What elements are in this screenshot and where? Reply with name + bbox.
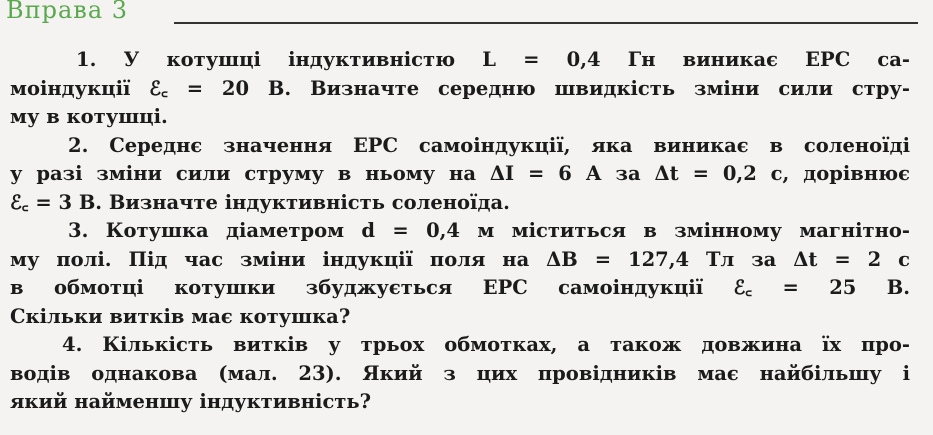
problem-2-line-1: 2. Середнє значення ЕРС самоіндукції, яка виникає в соленоїді: [68, 133, 910, 157]
problem-4-line-2: водів однакова (мал. 23). Який з цих провідників має найбільшу і: [10, 361, 910, 385]
problem-2-line-2: у разі зміни сили струму в ньому на ΔI = 6 А за Δt = 0,2 с, дорівнює: [10, 162, 910, 185]
exercise-text: [10, 46, 910, 417]
problem-3-line-2: му полі. Під час зміни індукції поля на ΔB = 127,4 Тл за Δt = 2 с: [10, 247, 910, 271]
problem-4-line-3: який найменшу індуктивність?: [10, 390, 372, 413]
problem-3-line-1: 3. Котушка діаметром d = 0,4 м міститься в змінному магнітно-: [68, 219, 910, 242]
problem-1-line-1: 1. У котушці індуктивністю L = 0,4 Гн виникає ЕРС са-: [76, 48, 910, 71]
problem-2-line-3: ℰ꜀ = 3 В. Визначте індуктивність соленоїда.: [10, 190, 510, 214]
problem-4-line-1: 4. Кількість витків у трьох обмотках, а також довжина їх про-: [62, 333, 910, 356]
title-underline: [174, 22, 918, 24]
problem-1-line-2: моіндукції ℰ꜀ = 20 В. Визначте середню швидкість зміни сили стру-: [10, 76, 910, 100]
problem-1-line-3: му в котушці.: [10, 105, 168, 128]
problem-3-line-3: в обмотці котушки збуджується ЕРС самоіндукції ℰ꜀ = 25 В.: [10, 276, 910, 299]
exercise-title: Вправа 3: [6, 0, 129, 24]
exercise-header: [6, 0, 918, 30]
problem-3-line-4: Скільки витків має котушка?: [10, 304, 351, 328]
